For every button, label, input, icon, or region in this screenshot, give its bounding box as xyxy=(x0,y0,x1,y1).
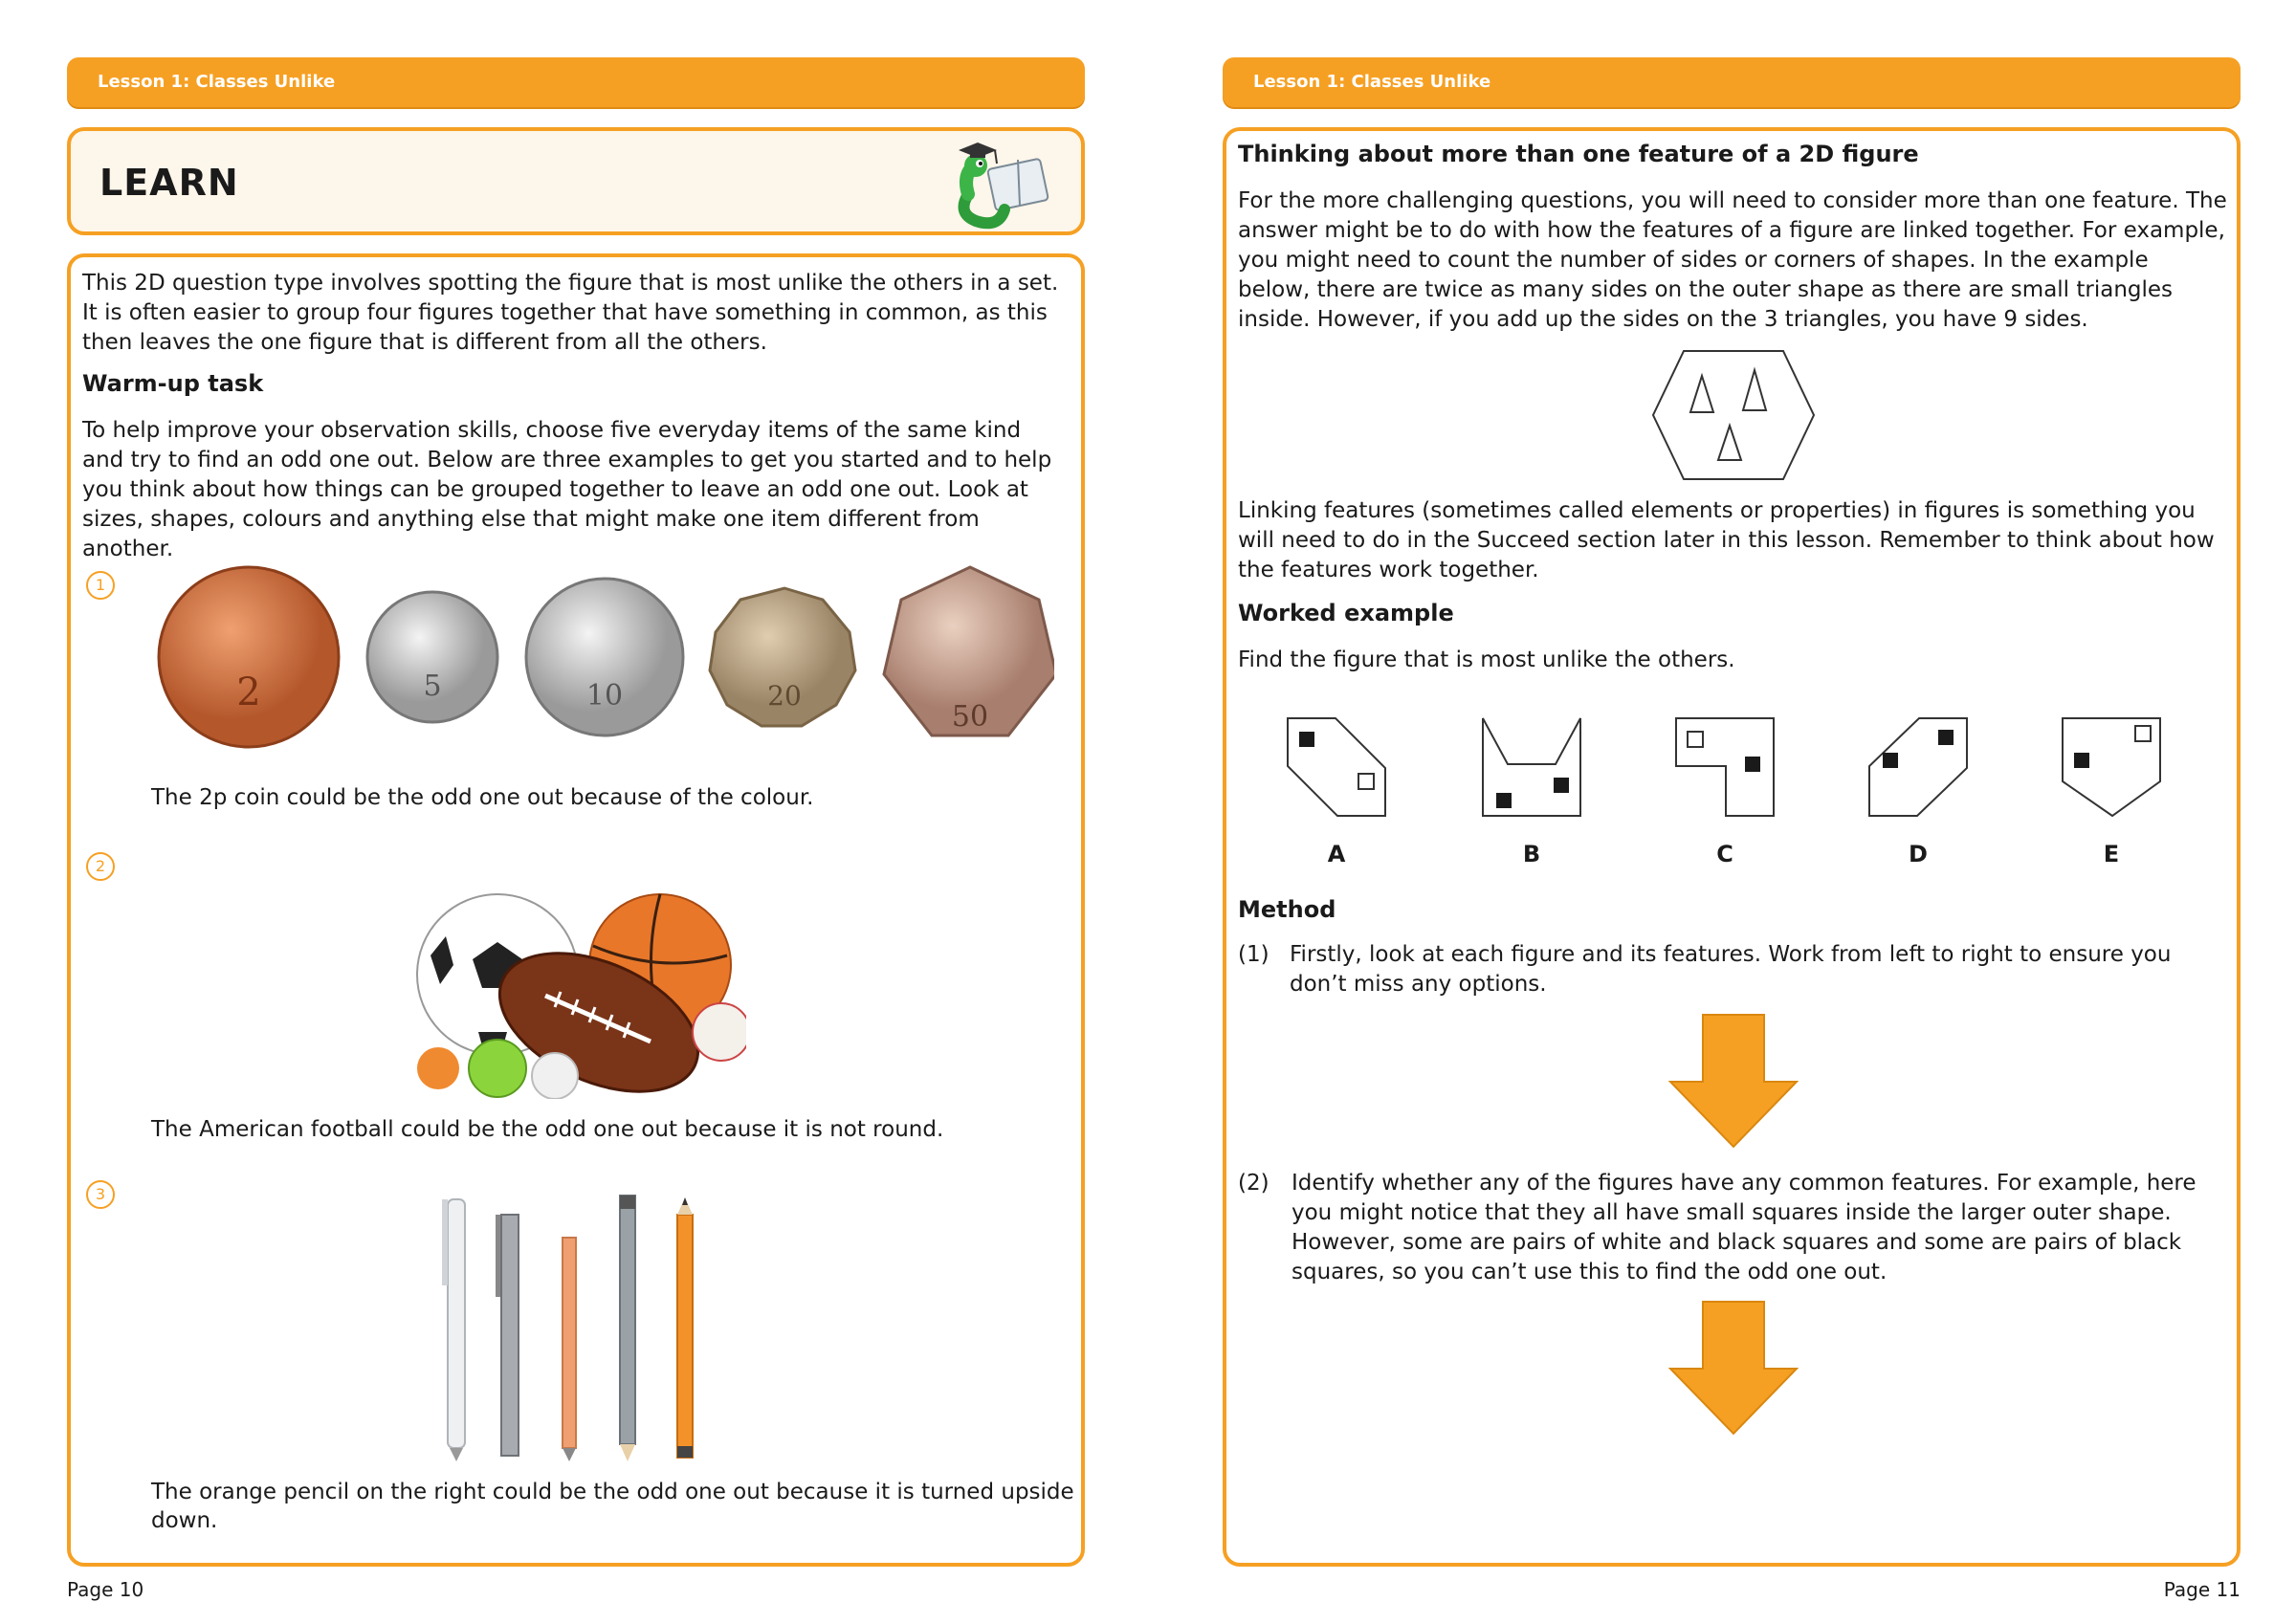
page-number: Page 10 xyxy=(67,1578,144,1601)
warmup-text: To help improve your observation skills, choose five everyday items of the same kind and try to find an odd one out. Below are three examples to get you started and to help you think about how things can be grouped together to leave an odd one out. Look at sizes, shapes, colours and anything else that might make one item different from another. xyxy=(82,418,1052,561)
svg-text:5: 5 xyxy=(423,669,442,703)
warmup-heading: Warm-up task xyxy=(82,370,264,397)
down-arrow-icon xyxy=(1668,1013,1799,1149)
figure-label: E xyxy=(2103,841,2120,867)
figure-label: C xyxy=(1716,841,1733,867)
figure-b xyxy=(1479,714,1584,820)
coin-10p xyxy=(526,579,683,735)
example-caption: The orange pencil on the right could be the odd one out because it is turned upside down. xyxy=(151,1480,1074,1533)
example-number: 2 xyxy=(86,852,115,881)
figure-c xyxy=(1672,714,1777,820)
intro-text: This 2D question type involves spotting the figure that is most unlike the others in a set. It is often easier to group four figures together that have something in common, as this then leaves the one figure that is different from all the others. xyxy=(82,271,1059,355)
learn-content-box xyxy=(67,253,1085,1567)
coin-50p xyxy=(884,567,1054,735)
page-number: Page 11 xyxy=(2163,1578,2241,1601)
figure-a xyxy=(1284,714,1389,820)
step-text: Firstly, look at each figure and its features. Work from left to right to ensure you don’t miss any options. xyxy=(1290,942,2172,997)
step-number: (1) xyxy=(1238,942,1269,967)
linking-text: Linking features (sometimes called elements or properties) in figures is something you will need to do in the Succeed section later in this lesson. Remember to think about how the features work together. xyxy=(1238,498,2215,582)
intro-text: For the more challenging questions, you will need to consider more than one feature. The answer might be to do with how the features of a figure are linked together. For example, you might need to count the number of sides or corners of shapes. In the example below, there are twice as many sides on the outer shape as there are small triangles inside. However, if you add up the sides on the 3 triangles, you have 9 sides. xyxy=(1238,188,2227,332)
coin-2p xyxy=(159,567,339,747)
example-caption: The American football could be the odd one out because it is not round. xyxy=(151,1117,944,1142)
example-caption: The 2p coin could be the odd one out because of the colour. xyxy=(151,785,814,810)
figure-label: D xyxy=(1909,841,1928,867)
example-number: 1 xyxy=(86,571,115,600)
method-heading: Method xyxy=(1238,896,1336,923)
pens-pencils-image xyxy=(434,1190,721,1467)
worked-example-text: Find the figure that is most unlike the others. xyxy=(1238,647,1735,672)
bookworm-mascot-icon xyxy=(941,137,1056,232)
section-heading: Thinking about more than one feature of a 2D figure xyxy=(1238,141,1919,167)
down-arrow-icon xyxy=(1668,1300,1799,1436)
learn-header-box xyxy=(67,127,1085,235)
step-text: Identify whether any of the figures have any common features. For example, here you might notice that they all have small squares inside the larger outer shape. However, some are pairs of white and black squares and some are pairs of black squares, so you can’t use this to find the odd one out. xyxy=(1292,1171,2197,1284)
svg-text:20: 20 xyxy=(767,680,802,712)
content-box xyxy=(1223,127,2241,1567)
learn-title: LEARN xyxy=(99,162,239,204)
example-number: 3 xyxy=(86,1180,115,1209)
figure-d xyxy=(1866,714,1971,820)
worked-example-heading: Worked example xyxy=(1238,600,1454,626)
svg-text:10: 10 xyxy=(585,679,624,713)
sports-balls-image xyxy=(411,889,746,1099)
svg-text:2: 2 xyxy=(236,670,261,714)
right-page xyxy=(1148,0,2296,1624)
step-number: (2) xyxy=(1238,1171,1269,1196)
figure-e xyxy=(2059,714,2164,820)
coin-20p xyxy=(710,588,855,726)
figure-label: B xyxy=(1522,841,1541,867)
hexagon-triangles-figure xyxy=(1649,347,1818,483)
coins-image xyxy=(155,561,1054,753)
lesson-bar: Lesson 1: Classes Unlike xyxy=(67,57,1085,107)
figure-label: A xyxy=(1327,841,1346,867)
lesson-bar: Lesson 1: Classes Unlike xyxy=(1223,57,2241,107)
svg-text:50: 50 xyxy=(951,700,989,734)
coin-5p xyxy=(367,592,497,722)
